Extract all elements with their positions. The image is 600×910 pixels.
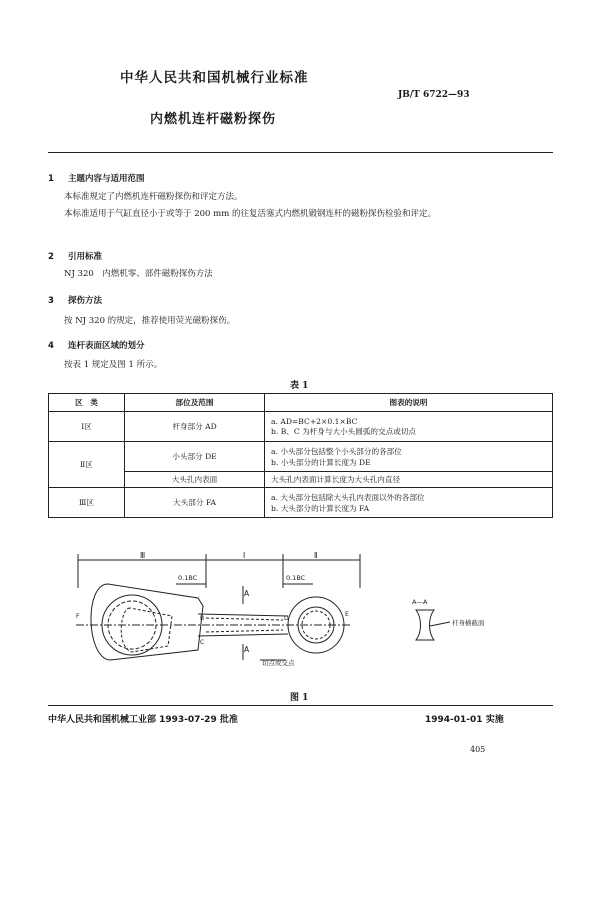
dimension-left: 0.1BC (178, 574, 198, 582)
paragraph: 本标准适用于气缸直径小于或等于 200 mm 的往复活塞式内燃机锻钢连杆的磁粉探伤检验和评定。 (64, 209, 436, 219)
section-3-heading (48, 294, 102, 306)
section-title: 主题内容与适用范围 (68, 174, 145, 184)
cross-section-callout: 杆身横截面 (452, 619, 485, 627)
big-end-outline (91, 584, 203, 660)
zone-cell: Ⅱ区 (49, 442, 125, 488)
part-cell: 大头孔内表面 (125, 472, 265, 488)
standard-number: JB/T 6722—93 (398, 90, 470, 100)
section-a-markers (243, 586, 286, 660)
dimension-right: 0.1BC (286, 574, 306, 582)
zone-cell: Ⅲ区 (49, 488, 125, 518)
zone-table (48, 393, 553, 518)
section-4-heading (48, 339, 145, 351)
section-mark-top: A (244, 589, 250, 598)
table-row (49, 412, 553, 442)
description-cell (265, 488, 553, 518)
section-aa-label: A—A (412, 598, 428, 606)
section-number: 3 (48, 296, 54, 306)
table-title: 表 1 (290, 381, 309, 391)
implementation-date: 1994-01-01 实施 (425, 715, 504, 725)
point-f-label: F (76, 613, 80, 620)
description-cell (265, 412, 553, 442)
section-number: 1 (48, 174, 54, 184)
table-header-cell: 区 类 (49, 394, 125, 412)
description-line: a. 小头部分包括整个小头部分的各部位 (271, 446, 402, 456)
section-4-body (48, 357, 553, 374)
table-header-cell: 部位及范围 (125, 394, 265, 412)
tangent-point-callout: 切点或交点 (262, 659, 295, 667)
issuing-organization: 中华人民共和国机械行业标准 (120, 70, 309, 86)
section-number: 4 (48, 341, 54, 351)
paragraph: 本标准规定了内燃机连杆磁粉探伤和评定方法。 (64, 192, 243, 202)
part-cell: 杆身部分 AD (125, 412, 265, 442)
header-divider (48, 152, 553, 153)
point-c-label: C (200, 639, 205, 646)
table-header-row (49, 394, 553, 412)
description-line: b. 大头部分的计算长度为 FA (271, 503, 370, 513)
page-number: 405 (470, 745, 486, 754)
description-cell: 大头孔内表面计算长度为大头孔内直径 (265, 472, 553, 488)
paragraph: NJ 320 内燃机零、部件磁粉探伤方法 (64, 269, 213, 279)
description-cell (265, 442, 553, 472)
footer-divider (48, 705, 553, 706)
section-mark-bottom: A (244, 645, 250, 654)
table-header-cell: 图表的说明 (265, 394, 553, 412)
document-title: 内燃机连杆磁粉探伤 (150, 112, 277, 127)
section-title: 引用标准 (68, 252, 103, 262)
description-line: a. AD=BC+2×0.1×BC (271, 416, 358, 426)
zone-cell: Ⅰ区 (49, 412, 125, 442)
point-e-label: E (345, 611, 349, 618)
description-line: a. 大头部分包括除大头孔内表面以外的各部位 (271, 492, 425, 502)
paragraph: 按表 1 规定及图 1 所示。 (64, 360, 163, 370)
part-cell: 小头部分 DE (125, 442, 265, 472)
section-1-heading (48, 172, 145, 184)
point-b-label: B (200, 615, 205, 622)
section-2-heading (48, 250, 102, 262)
table-row (49, 472, 553, 488)
connecting-rod-figure (48, 548, 553, 686)
approval-line: 中华人民共和国机械工业部 1993-07-29 批准 (48, 715, 238, 725)
figure-caption: 图 1 (290, 693, 309, 703)
section-3-body (48, 313, 553, 330)
zone-label-iii: Ⅲ (140, 551, 146, 560)
section-leader-line (430, 622, 450, 626)
paragraph: 按 NJ 320 的规定，推荐使用荧光磁粉探伤。 (64, 316, 236, 326)
section-1-body (48, 189, 553, 223)
section-title: 连杆表面区域的划分 (68, 341, 145, 351)
point-d-label: D (284, 615, 289, 622)
description-line: b. 小头部分的计算长度为 DE (271, 457, 371, 467)
part-cell: 大头部分 FA (125, 488, 265, 518)
section-title: 探伤方法 (68, 296, 103, 306)
section-2-body (48, 266, 553, 283)
section-number: 2 (48, 252, 54, 262)
rod-cross-section (416, 610, 434, 640)
zone-label-ii: Ⅱ (314, 551, 318, 560)
table-row (49, 442, 553, 472)
description-line: b. B、C 为杆身与大小头圆弧的交点或切点 (271, 426, 416, 436)
table-row (49, 488, 553, 518)
zone-label-i: Ⅰ (243, 551, 246, 560)
